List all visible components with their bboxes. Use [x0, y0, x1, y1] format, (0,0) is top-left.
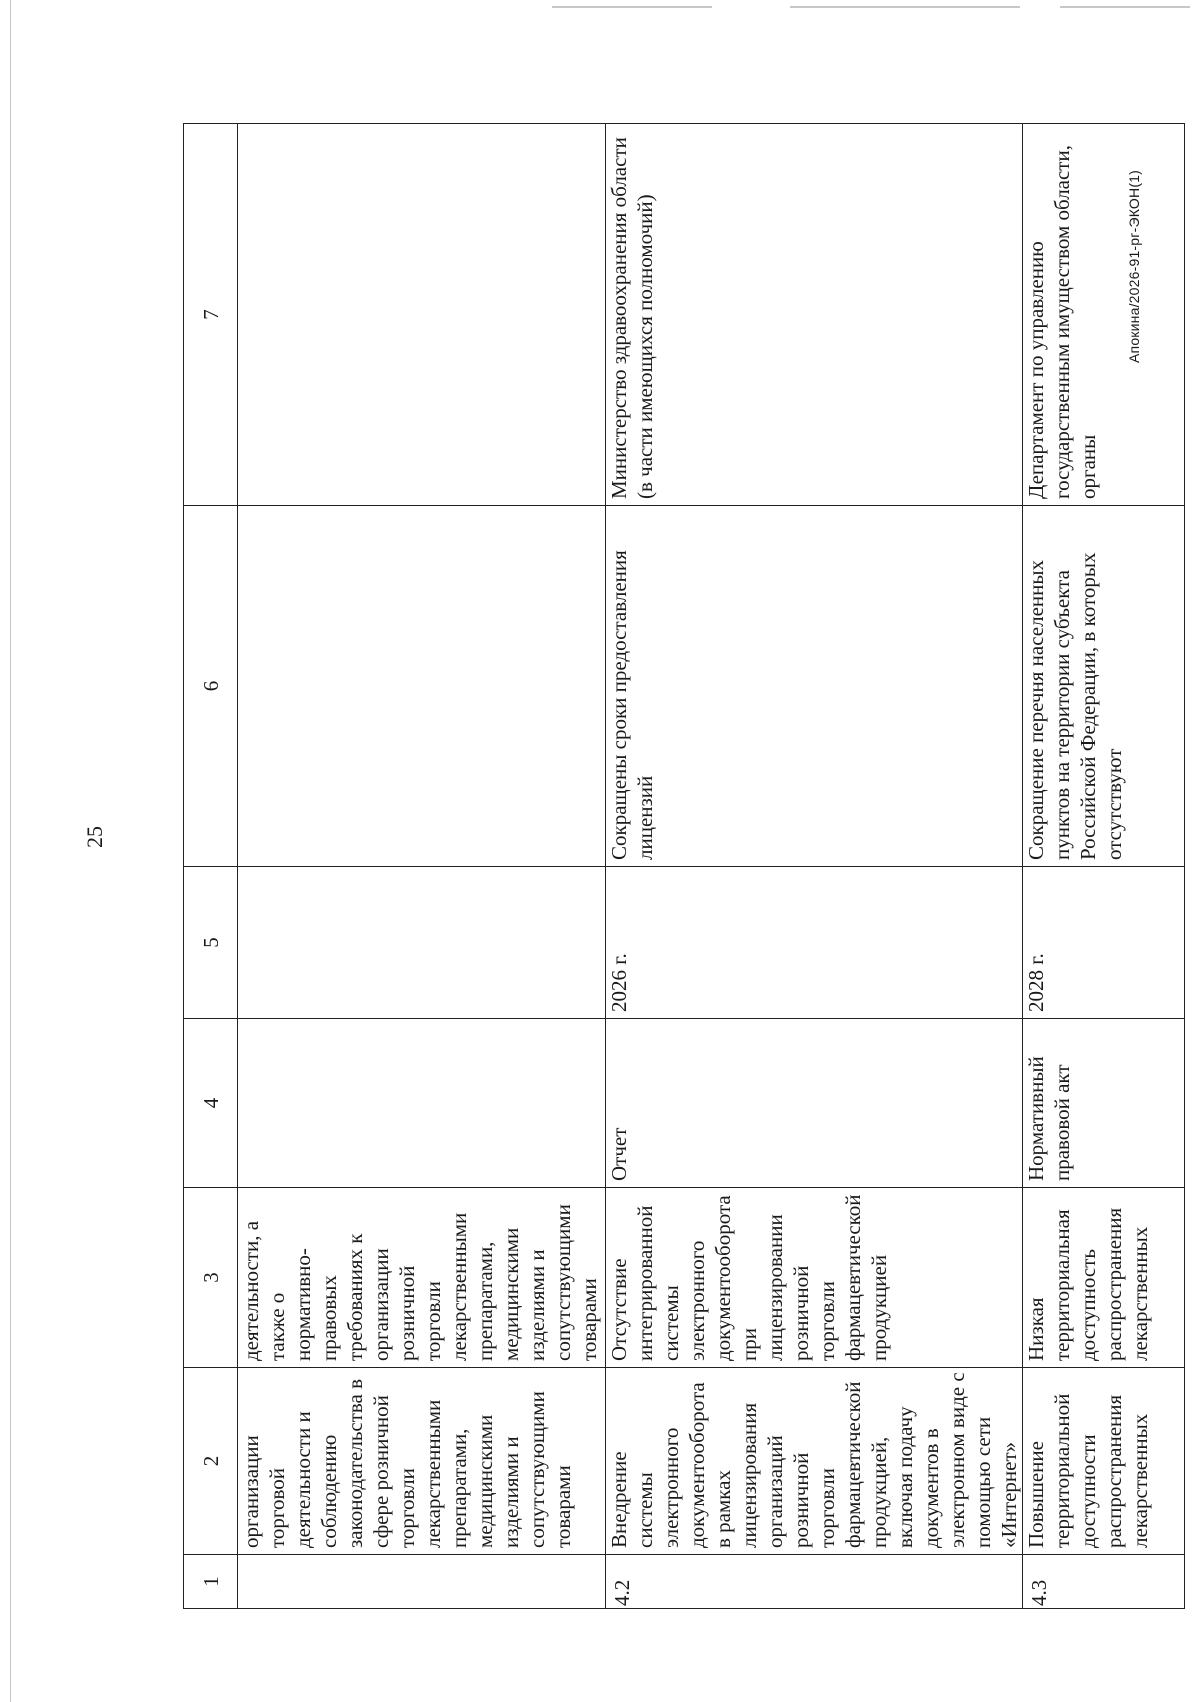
column-header: 5: [184, 867, 238, 1019]
table-header-row: [184, 124, 238, 1609]
document-type-cell: Нормативный правовой акт: [1023, 1019, 1185, 1188]
page-number: 25: [82, 826, 107, 848]
document-id: Апокина/2026-91-рг-ЭКОН(1): [1126, 169, 1142, 363]
scan-top-mark: [790, 6, 1020, 8]
column-header: 3: [184, 1188, 238, 1368]
scan-edge-line: [10, 0, 11, 1702]
result-cell: Сокращены сроки предоставления лицензий: [606, 506, 1023, 867]
row-number-cell: 4.2: [606, 1555, 1023, 1609]
document-type-cell: [238, 1019, 606, 1188]
column-header: 7: [184, 124, 238, 506]
column-header: 2: [184, 1368, 238, 1555]
table-row: [1023, 124, 1185, 1609]
deadline-cell: 2028 г.: [1023, 867, 1185, 1019]
table-row: [606, 124, 1023, 1609]
result-cell: Сокращение перечня населенных пунктов на территории субъекта Российской Федерации, в которых отсутствуют: [1023, 506, 1185, 867]
measure-cell: организации торговой деятельности и соблюдению законодательства в сфере розничной торговли лекарственными препаратами, медицинскими изделиями и сопутствующими товарами: [238, 1368, 606, 1555]
table-row: [238, 124, 606, 1609]
problem-cell: Низкая территориальная доступность распространения лекарственных: [1023, 1188, 1185, 1368]
scan-top-mark: [1060, 6, 1190, 8]
row-number-cell: [238, 1555, 606, 1609]
deadline-cell: 2026 г.: [606, 867, 1023, 1019]
document-type-cell: Отчет: [606, 1019, 1023, 1188]
problem-cell: деятельности, а также о нормативно- правовых требованиях к организации розничной торговли лекарственными препаратами, медицинскими изделиями и сопутствующими товарами: [238, 1188, 606, 1368]
responsible-cell: Департамент по управлению государственным имуществом области, органы: [1023, 124, 1185, 506]
column-header: 4: [184, 1019, 238, 1188]
measure-cell: Повышение территориальной доступности распространения лекарственных: [1023, 1368, 1185, 1555]
deadline-cell: [238, 867, 606, 1019]
result-cell: [238, 506, 606, 867]
measure-cell: Внедрение системы электронного документооборота в рамках лицензирования организаций розничной торговли фармацевтической продукцией, включая подачу документов в электронном виде с помощью сети «Интернет»: [606, 1368, 1023, 1555]
scan-top-mark: [552, 6, 712, 8]
measures-table: [183, 123, 1185, 1609]
row-number-cell: 4.3: [1023, 1555, 1185, 1609]
column-header: 6: [184, 506, 238, 867]
problem-cell: Отсутствие интегрированной системы электронного документооборота при лицензировании розничной торговли фармацевтической продукцией: [606, 1188, 1023, 1368]
column-header: 1: [184, 1555, 238, 1609]
responsible-cell: Министерство здравоохранения области (в части имеющихся полномочий): [606, 124, 1023, 506]
responsible-cell: [238, 124, 606, 506]
